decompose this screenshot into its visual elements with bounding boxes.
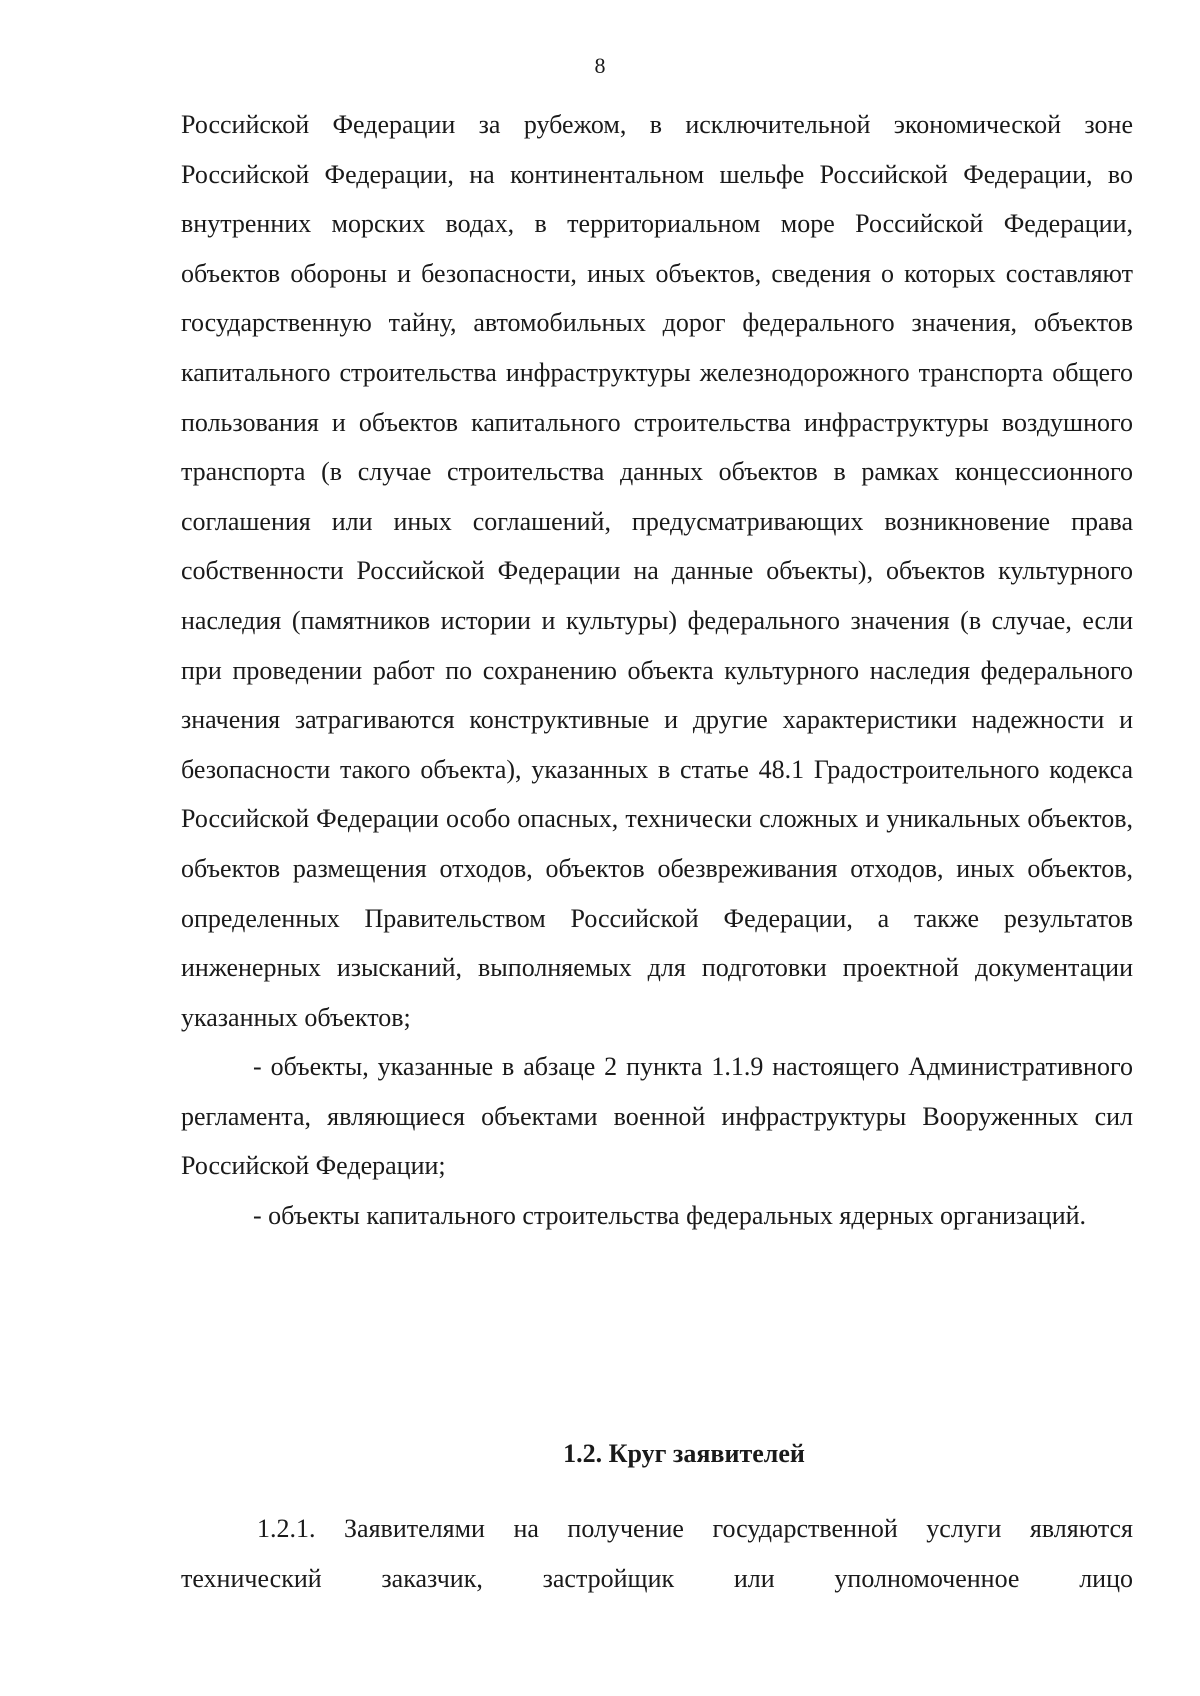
document-body [181, 100, 1133, 1241]
list-item: - объекты капитального строительства федеральных ядерных организаций. [253, 1201, 1087, 1231]
section-paragraph [181, 1504, 1133, 1603]
body-paragraph: Российской Федерации за рубежом, в исключительной экономической зоне Российской Федерации, на континентальном шельфе Российской Федерации, во внутренних морских водах, в территориальном море Российской Федерации, объектов обороны и безопасности, иных объектов, сведения о которых составляют государственную тайну, автомобильных дорог федерального значения, объектов капитального строительства инфраструктуры железнодорожного транспорта общего пользования и объектов капитального строительства инфраструктуры воздушного транспорта (в случае строительства данных объектов в рамках концессионного соглашения или иных соглашений, предусматривающих возникновение права собственности Российской Федерации на данные объекты), объектов культурного наследия (памятников истории и культуры) федерального значения (в случае, если при проведении работ по сохранению объекта культурного наследия федерального значения затрагиваются конструктивные и другие характеристики надежности и безопасности такого объекта), указанных в статье 48.1 Градостроительного кодекса Российской Федерации особо опасных, технически сложных и уникальных объектов, объектов размещения отходов, объектов обезвреживания отходов, иных объектов, определенных Правительством Российской Федерации, а также результатов инженерных изысканий, выполняемых для подготовки проектной документации указанных объектов; [181, 110, 1133, 1032]
section-heading: 1.2. Круг заявителей [563, 1439, 805, 1468]
page-number: 8 [594, 53, 606, 78]
section-paragraph-line: технический заказчик, застройщик или уполномоченное лицо [181, 1563, 1133, 1593]
list-item: - объекты, указанные в абзаце 2 пункта 1.1.9 настоящего Административного регламента, являющиеся объектами военной инфраструктуры Вооруженных сил Российской Федерации; [181, 1052, 1133, 1181]
section-paragraph-line: 1.2.1. Заявителями на получение государственной услуги являются [257, 1514, 1133, 1543]
